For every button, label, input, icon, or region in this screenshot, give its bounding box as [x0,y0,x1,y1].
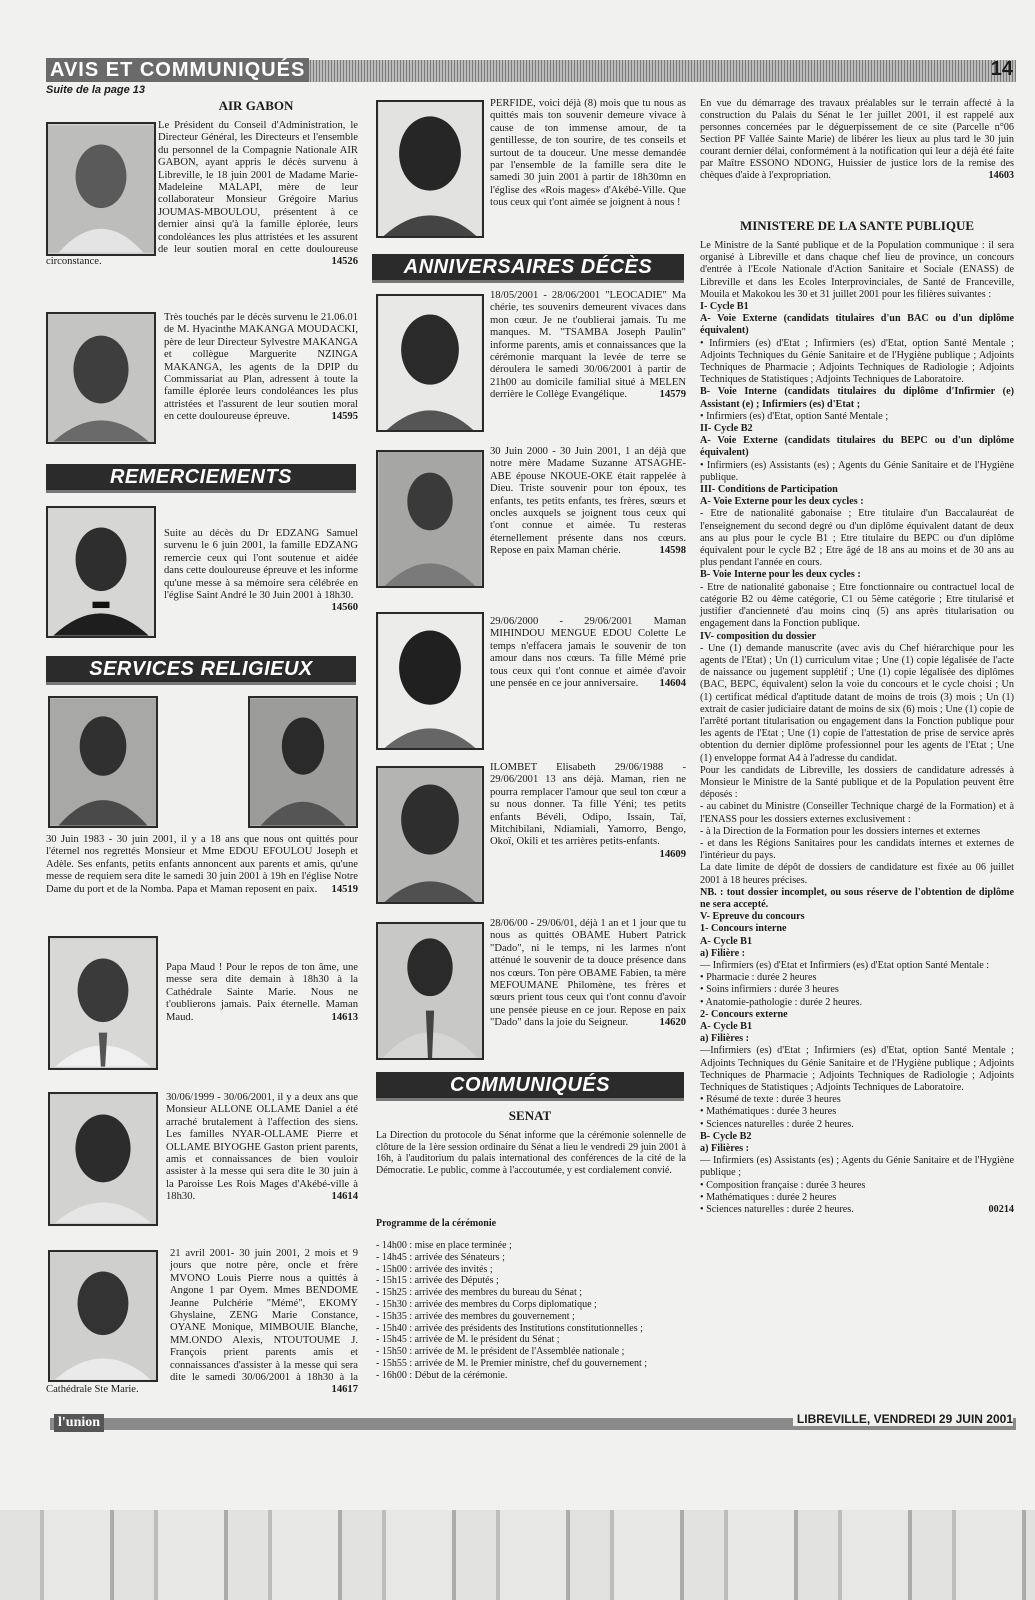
column-2 [372,96,688,1406]
notice-line: • Infirmiers (es) d'Etat ; Infirmiers (es) d'Etat, option Santé Mentale ; Adjoints Techniques du Génie Sanitaire et de l'Hygiène publique ; Adjoints Techniques de Pharmacie ; Adjoints Techniques de Radiologie ; Adjoints Techniques de Statistiques ; Adjoints Techniques de Laboratoire. [700,337,1014,386]
notice-line: - et dans les Régions Sanitaires pour les candidats internes et externes de l'intérieur du pays. [700,837,1014,862]
programme-item: - 15h15 : arrivée des Députés ; [376,1275,499,1287]
reference-number: 14614 [331,1191,358,1203]
notice-line: — Infirmiers (es) d'Etat et Infirmiers (es) d'Etat option Santé Mentale : [700,959,990,971]
notice-text: 29/06/2000 - 29/06/2001 Maman MIHINDOU MENGUE EDOU Colette Le temps n'effacera jamais le souvenir de ton amour dans nos cœurs. Ta fille Mémé prie tous ceux qui t'ont connue et aimée d'avoir une pensée en ce jour anniversaire. 14604 [490,616,686,690]
notice-text: En vue du démarrage des travaux préalables sur le terrain affecté à la construction du Palais du Sénat le 1er juillet 2001, il est rappelé aux personnes concernées par le déguerpissement de ce site (Parcelle n°06 Section PF Vallée Sainte Marie) de libérer les lieux au plus tard le 30 juin courant dernier délai, conformément à la notification qui leur a déjà été faite par Maître ESSONO NDONG, Huissier de justice lors de la remise des chèques d'aide à l'expropriation. 14603 [700,98,1014,181]
notice-line: 1- Concours interne [700,923,787,935]
notice-line: • Mathématiques : durée 3 heures [700,1106,837,1118]
portrait-photo [376,922,484,1060]
notice-sante [700,220,1014,1406]
notice-makanga [46,310,358,445]
notice-line: - Etre de nationalité gabonaise ; Etre fonctionnaire ou contractuel local de catégorie B2 ou 4ème catégorie, C1 ou 5ème catégorie ; Etre titularisé et justifier d'ancienneté d'au moins cinq (5) ans après titularisation ou engagement dans la Fonction publique. [700,581,1014,630]
notice-text: 30/06/1999 - 30/06/2001, il y a deux ans que Monsieur ALLONE OLLAME Daniel a été arraché brutalement à l'affection des siens. Les familles NYAR-OLLAME Pierre et OLLAME BIYOGHE Gaston prient parents, amis et connaissances de bien vouloir assister à la messe qui sera dite le 30 juin à la Paroisse Les Rois Mages d'Akébé-ville à 18h30. 14614 [166,1092,358,1203]
notice-line: • Sciences naturelles : durée 2 heures. [700,1204,854,1216]
notice-leocadie [372,290,688,438]
notice-text: Très touchés par le décès survenu le 21.06.01 de M. Hyacinthe MAKANGA MOUDACKI, père de leur Directeur Sylvestre MAKANGA et collègue Marguerite NZINGA MAKANGA, les agents de la DPIP du Commissariat au Plan, adressent à toute la famille éplorée leurs condoléances les plus attristées et l'assurent de leur soutien moral en cette douloureuse épreuve. 14595 [164,312,358,423]
communiques-banner: COMMUNIQUÉS [376,1072,684,1101]
notice-line: • Anatomie-pathologie : durée 2 heures. [700,996,862,1008]
notice-text [700,240,1014,1216]
notice-edou [46,694,358,920]
reference-number: 14609 [659,848,686,860]
anniversaires-deces-banner: ANNIVERSAIRES DÉCÈS [372,254,684,283]
notice-air-gabon [46,96,358,296]
notice-line: • Pharmacie : durée 2 heures [700,972,817,984]
notice-line: — Infirmiers (es) Assistants (es) ; Agents du Génie Sanitaire et de l'Hygiène publique ; [700,1155,1014,1179]
notice-line: II- Cycle B2 [700,423,753,435]
portrait-photo [48,1092,158,1226]
notice-allone [46,1092,358,1232]
notice-text: 30 Juin 1983 - 30 juin 2001, il y a 18 ans que nous ont quittés pour l'éternel nos regrettés Monsieur et Mme EDOU EFOULOU Joseph et Adèle. Ses enfants, petits enfants annoncent aux parents et amis, qu'une messe de requiem sera dite le samedi 30 juin 2001 à 19h en l'église Notre Dame du port et de la Nomba. Papa et Maman reposent en paix. 14519 [46,834,358,895]
notice-line: • Composition française : durée 3 heures [700,1179,866,1191]
notice-line: V- Epreuve du concours [700,911,805,923]
reference-number: 14560 [331,602,358,614]
notice-line: B- Voie Interne (candidats titulaires du diplôme d'Infirmier (e) Assistant (e) ; Infirmiers (es) d'Etat ; [700,386,1014,410]
notice-line: NB. : tout dossier incomplet, ou sous réserve de l'obtention de diplôme ne sera accepté. [700,886,1014,910]
programme-item: - 15h00 : arrivée des invités ; [376,1263,493,1275]
notice-perfide [372,96,688,244]
programme-item: - 15h45 : arrivée de M. le président du Sénat ; [376,1334,560,1346]
notice-text: Suite au décès du Dr EDZANG Samuel survenu le 6 juin 2001, la famille EDZANG remercie ceux qui l'ont soutenue et aidée dans cette douloureuse épreuve et les informe qu'une messe à sa mémoire sera célébrée en l'église Saint André le 30 Juin 2001 à 18h30. 14560 [164,528,358,614]
notice-line: III- Conditions de Participation [700,484,838,496]
notice-text: 30 Juin 2000 - 30 Juin 2001, 1 an déjà que notre mère Madame Suzanne ATSAGHE-ABE épouse NKOUE-OKE était rappelée à Dieu. Triste souvenir pour ton époux, tes enfants, tes petits enfants, tes frères, sœurs et oncles auxquels se joignent tous ceux qui t'ont connue et aimée. Tu resteras éternellement présente dans nos cœurs. Repose en paix Maman chérie. 14598 [490,446,686,557]
notice-mihindou [372,608,688,758]
reference-number: 14620 [659,1017,686,1029]
reference-number: 14617 [331,1384,358,1396]
notice-line: - Etre de nationalité gabonaise ; Etre titulaire d'un Baccalauréat de l'enseignement du second degré ou d'un diplôme équivalent datant de deux ans au plus pour le cycle B1 ; Etre titulaire du BEPC ou d'un diplôme équivalent pour le cycle B2 ; Etre âgé de 18 ans au moins et de 30 ans au plus pendant l'année en cours. [700,508,1014,569]
notice-line: a) Filières : [700,1143,750,1155]
notice-line: A- Cycle B1 [700,935,753,947]
notice-line: A- Cycle B1 [700,1021,753,1032]
notice-line: 2- Concours externe [700,1008,788,1020]
newspaper-logo: l'union [54,1414,104,1432]
programme-item: - 15h50 : arrivée de M. le président de l'Assemblée nationale ; [376,1346,625,1358]
column-3 [700,96,1014,1406]
programme-item: - 15h55 : arrivée de M. le Premier ministre, chef du gouvernement ; [376,1357,648,1369]
portrait-photo [46,506,156,638]
notice-text: Le Président du Conseil d'Administration, le Directeur Général, les Directeurs et l'ensemble du personnel de la Compagnie Nationale AIR GABON, ayant appris le décès survenu à Libreville, le 18 juin 2001 de Madame Marie-Madeleine MALAPI, mère de leur collaborateur Monsieur Grégoire Marius JOUMAS-MBOULOU, présentent à ce dernier ainsi qu'à la famille éplorée, leurs condoléances les plus attristées et les assurent de leur soutien moral en cette douloureuse circonstance. 14526 [46,120,358,268]
portrait-photo [376,450,484,588]
notice-essono [700,96,1014,206]
notice-line: - à la Direction de la Formation pour les dossiers internes et externes [700,825,981,837]
notice-text: 18/05/2001 - 28/06/2001 "LEOCADIE" Ma chérie, tes souvenirs demeurent vivaces dans mon cœur. Je ne t'oublierai jamais. Tu me manques. M. "TSAMBA Joseph Paulin" informe parents, amis et connaissances que la cérémonie marquant la levée de terre se déroulera le samedi 30/06/2001 à partir de 21h00 au domicile familial situé à MELEN derrière le Collège Evangélique. 14579 [490,290,686,401]
notice-text: ILOMBET Elisabeth 29/06/1988 - 29/06/2001 13 ans déjà. Maman, rien ne pourra remplacer l'amour que seul ton cœur a su nous donner. Ta fille Yéni; tes petits enfants Bévéli, Odipo, Issain, Taï, Mitchibilani, Ndiamiali, Yamorro, Bengo, Okoï, Okili et tes arrières petits-enfants. 14609 [490,762,686,860]
notice-line: Le Ministre de la Santé publique et de la Population communique : il sera organisé à Libreville et dans chaque chef lieu de province, un concours d'entrée à l'Ecole Nationale d'Action Sanitaire et Sociale (ENASS) de Libreville et dans les Ecoles Interprovinciales, de Santé de Franceville, Mouila et Makokou les 30 et 31 juillet 2001 pour les filières suivantes : [700,240,1014,300]
notice-obame [372,918,688,1066]
notice-line: A- Voie Externe (candidats titulaires du BEPC ou d'un diplôme équivalent) [700,435,1014,459]
notice-text: PERFIDE, voici déjà (8) mois que tu nous as quittés mais ton souvenir demeure vivace à cause de ton immense amour, de ta gentillesse, de ton sourire, de tes conseils et surtout de ta douceur. Une messe demandée par l'ensemble de la famille sera dite le samedi 30 juin 2001 à partir de 18h30mn en l'église des «Rois mages» d'Akébé-Ville. Que tous ceux qui t'ont aimée se joignent à nous ! [490,98,686,209]
reference-number: 14603 [988,170,1014,181]
programme-item: - 15h35 : arrivée des membres du gouvernement ; [376,1310,575,1322]
notice-line: • Résumé de texte : durée 3 heures [700,1094,841,1106]
programme-item: - 14h00 : mise en place terminée ; [376,1240,512,1251]
notice-line: A- Voie Externe (candidats titulaires d'un BAC ou d'un diplôme équivalent) [700,313,1014,337]
notice-text: La Direction du protocole du Sénat informe que la cérémonie solennelle de clôture de la 1ère session ordinaire du Sénat a lieu le vendredi 29 juin 2001 à 16h, à l'auditorium du palais international des conférences de la cité de la Démocratie. Le public, comme à l'accoutumée, y est cordialement convié. [376,1130,686,1176]
notice-line: • Infirmiers (es) d'Etat, option Santé Mentale ; [700,410,889,422]
programme-item: - 15h25 : arrivée des membres du bureau du Sénat ; [376,1287,583,1299]
page-number: 14 [990,58,1013,80]
notice-mvono [46,1248,358,1408]
notice-line: B- Voie Interne pour les deux cycles : [700,569,861,581]
reference-number: 00214 [988,1204,1014,1216]
notice-ilombet [372,762,688,910]
notice-line: • Infirmiers (es) Assistants (es) ; Agents du Génie Sanitaire et de l'Hygiène publique. [700,459,1014,483]
notice-line: • Soins infirmiers : durée 3 heures [700,984,839,996]
notice-title: SENAT [508,1108,552,1123]
notice-title: MINISTERE DE LA SANTE PUBLIQUE [739,218,975,233]
reference-number: 14604 [659,678,686,690]
notice-line: La date limite de dépôt de dossiers de candidature est fixée au 06 juillet 2001 à 18 heures précises. [700,862,1014,886]
section-title: AVIS ET COMMUNIQUÉS [46,58,309,82]
continued-note: Suite de la page 13 [46,84,146,96]
portrait-photo [376,766,484,904]
notice-line: IV- composition du dossier [700,630,817,642]
programme-item: - 14h45 : arrivée des Sénateurs ; [376,1251,505,1263]
notice-line: - au cabinet du Ministre (Conseiller Technique chargé de la Formation) et à l'ENASS pour les dossiers externes exclusivement : [700,801,1014,825]
reference-number: 14526 [331,256,358,268]
notice-line: a) Filière : [700,947,746,959]
services-religieux-banner: SERVICES RELIGIEUX [46,656,356,685]
notice-text: 21 avril 2001- 30 juin 2001, 2 mois et 9 jours que notre père, oncle et frère MVONO Louis Pierre nous a quittés à Angone 1 par Oyem. Mmes BENDOME Jeanne Pulchérie "Mémé", EKOMY Ghyslaine, ZENG Marie Constance, OYANE Monique, MIMBOUIE Blanche, MM.ONDO Alexis, NTOUTOUME J. François prient parents amis et connaissances d'assister à la messe qui sera dite le samedi 30/06/2001 à 18h30 à la Cathédrale Ste Marie. 14617 [46,1248,358,1396]
notice-text: Papa Maud ! Pour le repos de ton âme, une messe sera dite demain à 18h30 à la Cathédrale Sainte Marie. Nous ne t'oublierons jamais. Paix éternelle. Maman Maud. 14613 [166,962,358,1023]
remerciements-banner: REMERCIEMENTS [46,464,356,493]
notice-line: —Infirmiers (es) d'Etat ; Infirmiers (es) d'Etat, option Santé Mentale ; Adjoints Techniques du Génie Sanitaire et de l'Hygiène publique ; Adjoints Techniques de Pharmacie ; Adjoints Techniques de Radiologie ; Adjoints Techniques de Statistiques ; Adjoints Techniques de Laboratoire. [700,1045,1014,1094]
portrait-photo [376,612,484,750]
programme-title: Programme de la cérémonie [376,1218,497,1229]
notice-maud [46,936,358,1076]
notice-atsaghe [372,446,688,596]
programme-list [376,1240,688,1382]
programme-item: - 16h00 : Début de la cérémonie. [376,1369,508,1381]
portrait-photo [376,294,484,432]
reference-number: 14595 [331,411,358,423]
reference-number: 14613 [331,1011,358,1023]
notice-line: A- Voie Externe pour les deux cycles : [700,496,864,508]
notice-text: 28/06/00 - 29/06/01, déjà 1 an et 1 jour que tu nous as quittés OBAME Hubert Patrick "Dado", ni le temps, ni les larmes n'ont atténué le souvenir de ta douce présence dans nos cœurs. Ton père OBAME Fabien, ta mère MEFOUMANE Philomène, tes frères et sœurs prient tous ceux qui t'ont connu d'avoir une pensée pieuse en ce jour. Repose en paix "Dado" dans la joie du Seigneur. 14620 [490,918,686,1029]
notice-line: - Une (1) demande manuscrite (avec avis du Chef hiérarchique pour les agents de l'Etat) ; Un (1) curriculum vitae ; Une (1) copie légalisée de l'acte de naissance ou jugement supplétif ; Une (1) copie légalisée des diplômes (BAC, BEPC, équivalent) selon la voie du concours et le cycle choisi ; Un (1) certificat médical d'aptitude datant de moins de trois (3) mois ; Un (1) extrait de casier judiciaire datant de moins de six (6) mois ; Une (1) copie de l'arrêté portant titularisation ou engagement dans la Fonction publique pour les agents de l'Etat ; Une (1) copie de l'attestation de prise de service après obtention du dernier diplôme professionnel pour les agents de l'Etat ; Une (1) enveloppe format A4 à l'adresse du candidat. [700,642,1014,764]
reference-number: 14598 [659,545,686,557]
portrait-photo-adele [248,696,358,828]
column-1 [46,96,358,1406]
notice-line: • Sciences naturelles : durée 2 heures. [700,1118,854,1130]
scan-edge [0,1510,1035,1600]
notice-line: a) Filières : [700,1033,750,1045]
portrait-photo [46,312,156,444]
portrait-photo [48,936,158,1070]
notice-line: • Mathématiques : durée 2 heures [700,1191,837,1203]
portrait-photo-joseph [48,696,158,828]
reference-number: 14519 [331,883,358,895]
notice-line: I- Cycle B1 [700,301,749,313]
programme-item: - 15h40 : arrivée des présidents des Institutions constitutionnelles ; [376,1322,643,1334]
notice-senat [372,1110,688,1410]
portrait-photo [376,100,484,238]
notice-edzang [46,506,358,640]
notice-line: Pour les candidats de Libreville, les dossiers de candidature adressés à Monsieur le Ministre de la Santé publique et de la Population peuvent être déposés : [700,764,1014,801]
notice-title: AIR GABON [218,98,294,113]
programme-item: - 15h30 : arrivée des membres du Corps diplomatique ; [376,1298,597,1310]
footer-date: LIBREVILLE, VENDREDI 29 JUIN 2001 [793,1412,1013,1426]
reference-number: 14579 [659,389,686,401]
notice-line: B- Cycle B2 [700,1130,752,1142]
